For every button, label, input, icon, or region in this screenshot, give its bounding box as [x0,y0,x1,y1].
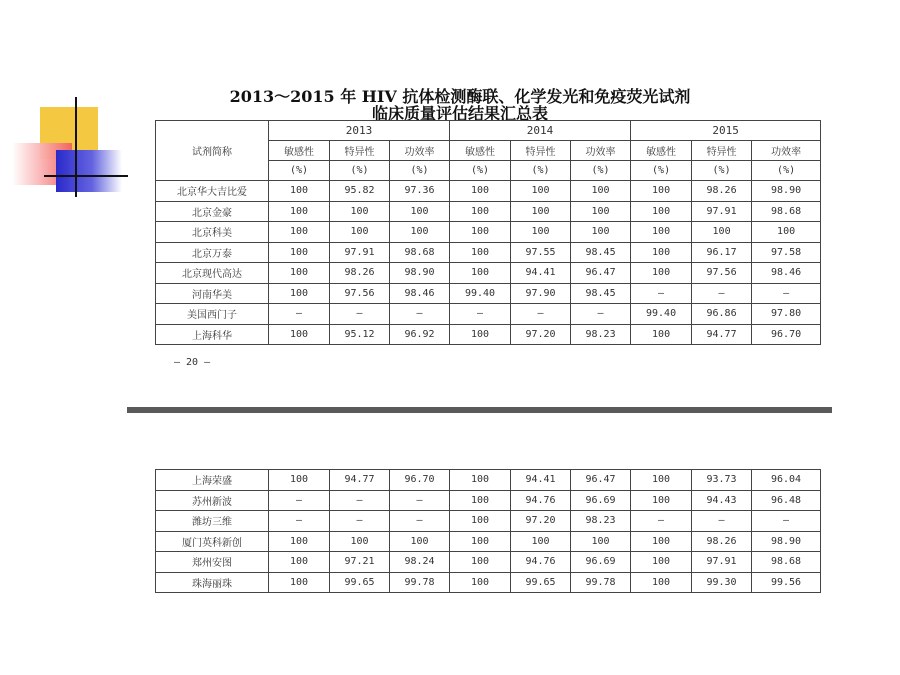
reagent-name-cell: 上海荣盛 [156,470,269,491]
value-cell: 100 [511,181,571,202]
value-cell: 100 [269,242,330,263]
value-cell: 94.76 [511,552,571,573]
table-row [156,572,821,593]
value-cell: 99.78 [390,572,450,593]
value-cell: 100 [631,222,692,243]
value-cell: 97.91 [330,242,390,263]
reagent-name-cell: 北京万泰 [156,242,269,263]
value-cell: 100 [390,222,450,243]
value-cell: 100 [450,222,511,243]
value-cell: 97.36 [390,181,450,202]
value-cell: — [269,511,330,532]
value-cell: — [752,511,821,532]
value-cell: — [330,304,390,325]
reagent-name-cell: 北京金豪 [156,201,269,222]
reagent-name-cell: 北京科美 [156,222,269,243]
value-cell: 100 [450,324,511,345]
value-cell: 100 [631,242,692,263]
table-row [156,283,821,304]
table-row [156,324,821,345]
value-cell: 96.17 [692,242,752,263]
value-cell: 96.47 [571,470,631,491]
value-cell: 100 [269,222,330,243]
value-cell: 100 [450,263,511,284]
value-cell: 95.82 [330,181,390,202]
value-cell: 97.58 [752,242,821,263]
value-cell: 94.41 [511,263,571,284]
summary-table-top [155,120,821,345]
value-cell: 100 [511,222,571,243]
value-cell: 97.55 [511,242,571,263]
value-cell: 100 [571,531,631,552]
value-cell: 100 [631,531,692,552]
unit-header: (%) [571,161,631,181]
reagent-name-cell: 北京华大吉比爱 [156,181,269,202]
value-cell: 100 [571,201,631,222]
value-cell: 96.69 [571,490,631,511]
value-cell: 100 [450,201,511,222]
value-cell: — [390,490,450,511]
value-cell: 98.90 [390,263,450,284]
value-cell: — [631,511,692,532]
logo-vertical-line [75,97,77,197]
value-cell: 100 [330,531,390,552]
unit-header: (%) [752,161,821,181]
value-cell: 97.20 [511,511,571,532]
value-cell: 97.20 [511,324,571,345]
value-cell: 99.56 [752,572,821,593]
metric-header: 敏感性 [269,141,330,161]
value-cell: 100 [631,201,692,222]
value-cell: 98.23 [571,511,631,532]
value-cell: — [330,511,390,532]
metric-header: 功效率 [571,141,631,161]
value-cell: 96.86 [692,304,752,325]
value-cell: 98.24 [390,552,450,573]
value-cell: — [330,490,390,511]
metric-header: 敏感性 [450,141,511,161]
value-cell: 100 [450,552,511,573]
table-row [156,201,821,222]
value-cell: 96.47 [571,263,631,284]
value-cell: 96.69 [571,552,631,573]
value-cell: 93.73 [692,470,752,491]
value-cell: 100 [511,531,571,552]
table-row [156,304,821,325]
value-cell: — [390,511,450,532]
value-cell: 98.26 [692,181,752,202]
value-cell: 94.77 [692,324,752,345]
value-cell: 100 [571,222,631,243]
value-cell: 100 [330,201,390,222]
value-cell: 100 [269,201,330,222]
table-title-line1: 2013～2015 年 HIV 抗体检测酶联、化学发光和免疫荧光试剂 [229,87,691,106]
unit-header: (%) [511,161,571,181]
value-cell: 100 [450,181,511,202]
value-cell: 97.56 [330,283,390,304]
unit-header: (%) [450,161,511,181]
value-cell: 99.78 [571,572,631,593]
value-cell: — [571,304,631,325]
value-cell: 96.48 [752,490,821,511]
value-cell: 98.46 [752,263,821,284]
unit-header: (%) [631,161,692,181]
table-row [156,222,821,243]
value-cell: 100 [571,181,631,202]
value-cell: — [631,283,692,304]
value-cell: 96.70 [390,470,450,491]
value-cell: 100 [269,181,330,202]
value-cell: 100 [269,263,330,284]
page-number: – 20 – [174,357,211,368]
value-cell: 94.43 [692,490,752,511]
reagent-name-cell: 苏州新波 [156,490,269,511]
value-cell: 100 [450,242,511,263]
value-cell: 100 [692,222,752,243]
summary-table-bottom [155,469,821,593]
table-row [156,242,821,263]
value-cell: 96.70 [752,324,821,345]
table-row [156,531,821,552]
value-cell: — [511,304,571,325]
reagent-header: 试剂简称 [156,121,269,181]
value-cell: — [390,304,450,325]
reagent-name-cell: 上海科华 [156,324,269,345]
metric-header: 特异性 [511,141,571,161]
unit-header: (%) [390,161,450,181]
value-cell: 100 [269,324,330,345]
unit-header: (%) [269,161,330,181]
table-row [156,263,821,284]
value-cell: 98.46 [390,283,450,304]
reagent-name-cell: 郑州安图 [156,552,269,573]
table-row [156,511,821,532]
value-cell: 100 [269,470,330,491]
value-cell: 97.90 [511,283,571,304]
value-cell: 98.26 [692,531,752,552]
value-cell: 97.91 [692,552,752,573]
value-cell: 100 [450,511,511,532]
value-cell: 100 [631,552,692,573]
value-cell: 99.65 [511,572,571,593]
value-cell: 100 [631,572,692,593]
value-cell: 100 [631,490,692,511]
value-cell: 100 [631,324,692,345]
value-cell: 100 [269,531,330,552]
value-cell: 96.04 [752,470,821,491]
value-cell: 100 [631,181,692,202]
value-cell: 96.92 [390,324,450,345]
value-cell: 98.45 [571,242,631,263]
value-cell: — [269,304,330,325]
metric-header: 敏感性 [631,141,692,161]
metric-header: 功效率 [752,141,821,161]
metric-header: 特异性 [692,141,752,161]
reagent-name-cell: 河南华美 [156,283,269,304]
value-cell: 98.68 [390,242,450,263]
value-cell: 100 [450,470,511,491]
value-cell: 97.91 [692,201,752,222]
value-cell: 100 [752,222,821,243]
slide-divider [127,407,832,413]
year-header: 2015 [631,121,821,141]
reagent-name-cell: 厦门英科新创 [156,531,269,552]
value-cell: — [692,283,752,304]
value-cell: 99.40 [450,283,511,304]
value-cell: 98.68 [752,201,821,222]
value-cell: 100 [330,222,390,243]
value-cell: — [692,511,752,532]
value-cell: 98.45 [571,283,631,304]
logo-horizontal-line [44,175,128,177]
metric-header: 特异性 [330,141,390,161]
value-cell: 97.21 [330,552,390,573]
value-cell: 99.40 [631,304,692,325]
value-cell: 94.41 [511,470,571,491]
table-row [156,490,821,511]
value-cell: 98.68 [752,552,821,573]
value-cell: 97.80 [752,304,821,325]
year-header: 2014 [450,121,631,141]
value-cell: — [752,283,821,304]
logo-blue-square [56,150,122,192]
value-cell: 94.76 [511,490,571,511]
value-cell: 100 [450,572,511,593]
value-cell: 100 [390,531,450,552]
value-cell: — [450,304,511,325]
reagent-name-cell: 潍坊三维 [156,511,269,532]
reagent-name-cell: 珠海丽珠 [156,572,269,593]
unit-header: (%) [692,161,752,181]
value-cell: 95.12 [330,324,390,345]
table-row [156,181,821,202]
reagent-name-cell: 美国西门子 [156,304,269,325]
value-cell: 94.77 [330,470,390,491]
metric-header: 功效率 [390,141,450,161]
table-row [156,470,821,491]
value-cell: — [269,490,330,511]
value-cell: 100 [631,470,692,491]
table-row [156,552,821,573]
value-cell: 99.30 [692,572,752,593]
value-cell: 100 [450,531,511,552]
value-cell: 97.56 [692,263,752,284]
value-cell: 99.65 [330,572,390,593]
unit-header: (%) [330,161,390,181]
value-cell: 98.90 [752,181,821,202]
year-header: 2013 [269,121,450,141]
value-cell: 100 [631,263,692,284]
value-cell: 100 [450,490,511,511]
value-cell: 98.90 [752,531,821,552]
value-cell: 100 [269,552,330,573]
reagent-name-cell: 北京现代高达 [156,263,269,284]
value-cell: 100 [511,201,571,222]
value-cell: 98.26 [330,263,390,284]
value-cell: 98.23 [571,324,631,345]
value-cell: 100 [269,572,330,593]
value-cell: 100 [390,201,450,222]
value-cell: 100 [269,283,330,304]
table-title-line2: 临床质量评估结果汇总表 [371,104,548,123]
